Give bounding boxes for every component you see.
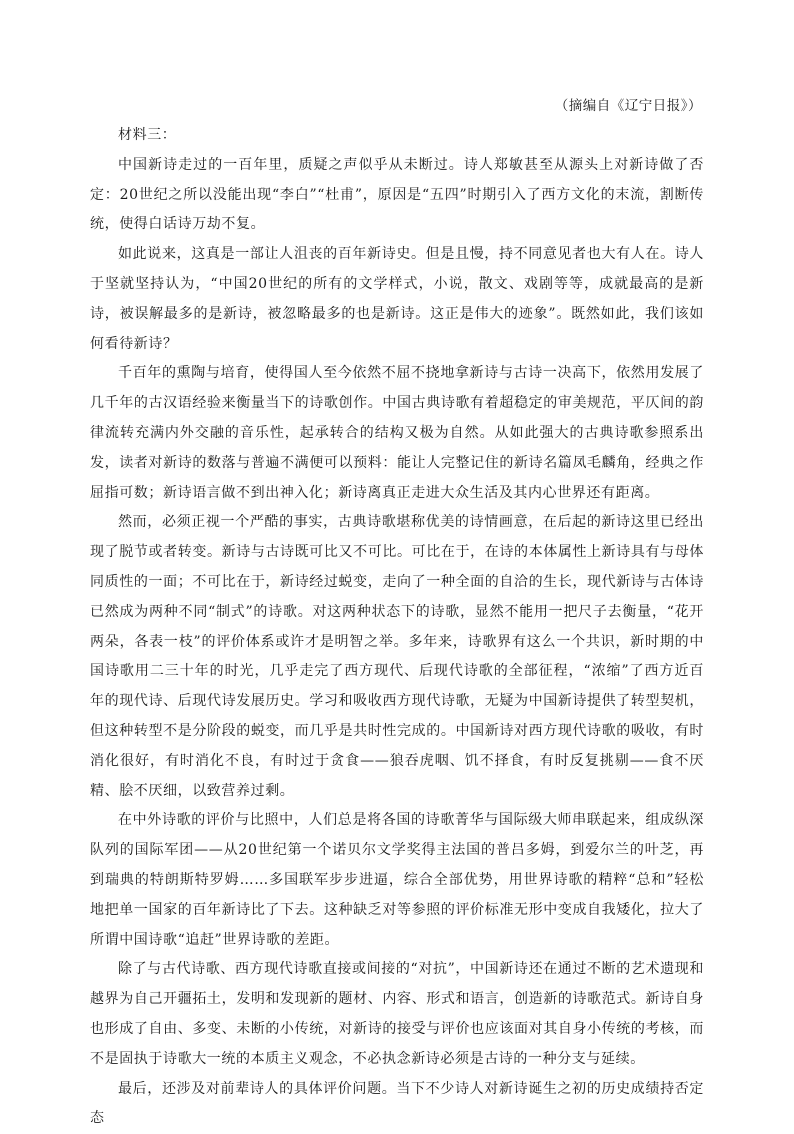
paragraph-6: 除了与古代诗歌、西方现代诗歌直接或间接的“对抗”，中国新诗还在通过不断的艺术遗现和越界为自己开疆拓土，发明和发现新的题材、内容、形式和语言，创造新的诗歌范式。新诗自身也形成了自由、多变、未断的小传统，对新诗的接受与评价也应该面对其自身小传统的考核，而不是固执于诗歌大一统的本质主义观念，不必执念新诗必须是古诗的一种分支与延续。 bbox=[90, 955, 704, 1074]
paragraph-3: 千百年的熏陶与培育，使得国人至今依然不屈不挠地拿新诗与古诗一决高下，依然用发展了几千年的古汉语经验来衡量当下的诗歌创作。中国古典诗歌有着超稳定的审美规范，平仄间的韵律流转充满内外交融的音乐性，起承转合的结构又极为自然。从如此强大的古典诗歌参照系出发，读者对新诗的数落与普遍不满便可以预料：能让人完整记住的新诗名篇凤毛麟角，经典之作屈指可数；新诗语言做不到出神入化；新诗离真正走进大众生活及其内心世界还有距离。 bbox=[90, 359, 704, 508]
paragraph-2: 如此说来，这真是一部让人沮丧的百年新诗史。但是且慢，持不同意见者也大有人在。诗人于坚就坚持认为，“中国20世纪的所有的文学样式，小说，散文、戏剧等等，成就最高的是新诗，被误解最多的是新诗，被忽略最多的也是新诗。这正是伟大的迹象”。既然如此，我们该如何看待新诗？ bbox=[90, 240, 704, 359]
article-body bbox=[90, 121, 704, 1134]
paragraph-4: 然而，必须正视一个严酷的事实，古典诗歌堪称优美的诗情画意，在后起的新诗这里已经出现了脱节或者转变。新诗与古诗既可比又不可比。可比在于，在诗的本体属性上新诗具有与母体同质性的一面；不可比在于，新诗经过蜕变，走向了一种全面的自洽的生长，现代新诗与古体诗已然成为两种不同“制式”的诗歌。对这两种状态下的诗歌，显然不能用一把尺子去衡量，“花开两朵，各表一枝”的评价体系或许才是明智之举。多年来，诗歌界有这么一个共识，新时期的中国诗歌用二三十年的时光，几乎走完了西方现代、后现代诗歌的全部征程，“浓缩”了西方近百年的现代诗、后现代诗发展历史。学习和吸收西方现代诗歌，无疑为中国新诗提供了转型契机，但这种转型不是分阶段的蜕变，而几乎是共时性完成的。中国新诗对西方现代诗歌的吸收，有时消化很好，有时消化不良，有时过于贪食——狼吞虎咽、饥不择食，有时反复挑剔——食不厌精、脍不厌细，以致营养过剩。 bbox=[90, 508, 704, 806]
source-note: （摘编自《辽宁日报》） bbox=[555, 94, 702, 114]
section-label: 材料三： bbox=[90, 121, 704, 151]
paragraph-5: 在中外诗歌的评价与比照中，人们总是将各国的诗歌菁华与国际级大师串联起来，组成纵深队列的国际军团——从20世纪第一个诺贝尔文学奖得主法国的普吕多姆，到爱尔兰的叶芝，再到瑞典的特朗斯特罗姆……多国联军步步进逼，综合全部优势，用世界诗歌的精粹“总和”轻松地把单一国家的百年新诗比了下去。这种缺乏对等参照的评价标准无形中变成自我矮化，拉大了所谓中国诗歌“追赶”世界诗歌的差距。 bbox=[90, 806, 704, 955]
paragraph-1: 中国新诗走过的一百年里，质疑之声似乎从未断过。诗人郑敏甚至从源头上对新诗做了否定：20世纪之所以没能出现“李白”“杜甫”，原因是“五四”时期引入了西方文化的末流，割断传统，使得白话诗万劫不复。 bbox=[90, 151, 704, 240]
paragraph-7: 最后，还涉及对前辈诗人的具体评价问题。当下不少诗人对新诗诞生之初的历史成绩持否定态 bbox=[90, 1075, 704, 1134]
